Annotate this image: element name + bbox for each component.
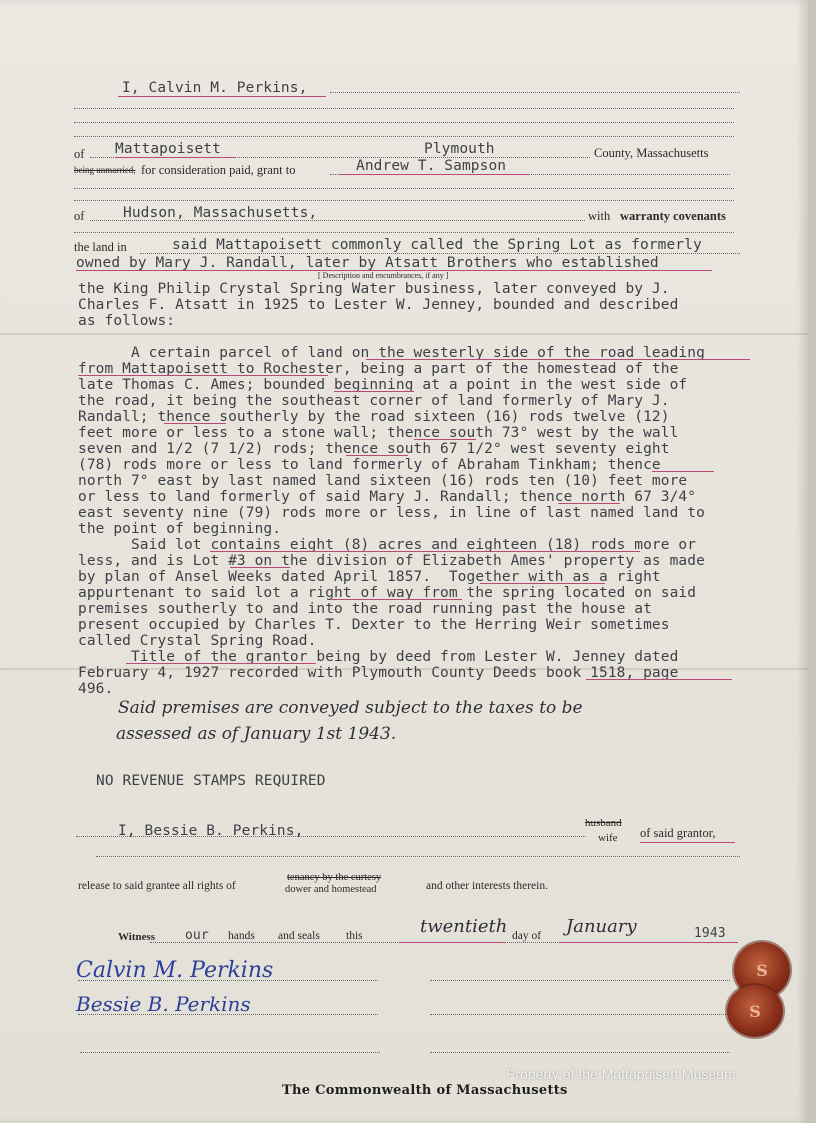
body-line: February 4, 1927 recorded with Plymouth County Deeds book 1518, page xyxy=(78,665,679,681)
signature-line xyxy=(430,980,730,981)
form-rule xyxy=(76,836,586,837)
form-rule xyxy=(96,856,740,857)
underline xyxy=(366,359,750,360)
underline xyxy=(115,157,235,158)
body-line: Title of the grantor being by deed from Lester W. Jenney dated xyxy=(78,649,679,665)
underline xyxy=(332,599,462,600)
underline xyxy=(340,174,530,175)
grantee-of-label: of xyxy=(74,209,85,223)
underline xyxy=(334,391,414,392)
county-value: Plymouth xyxy=(424,141,495,157)
body-line: Charles F. Atsatt in 1925 to Lester W. Jenney, bounded and described xyxy=(78,297,679,313)
body-line: premises southerly to and into the road running past the house at xyxy=(78,601,652,617)
witness-seals: and seals xyxy=(278,930,320,942)
form-rule xyxy=(74,232,734,233)
town-value: Mattapoisett xyxy=(115,141,221,157)
wife-option: wife xyxy=(598,832,618,844)
form-rule xyxy=(74,200,734,201)
tenancy-option: tenancy by the curtesy xyxy=(287,872,382,883)
witness-this: this xyxy=(346,930,363,942)
with-label: with xyxy=(588,209,611,223)
signature-bessie: Bessie B. Perkins xyxy=(76,992,251,1016)
grantee-address: Hudson, Massachusetts, xyxy=(123,205,318,221)
husband-option: husband xyxy=(585,817,622,829)
signature-line xyxy=(78,980,378,981)
land-line-2: owned by Mary J. Randall, later by Atsatt Brothers who established xyxy=(76,255,659,271)
signature-calvin: Calvin M. Perkins xyxy=(76,958,274,983)
day-of-label: day of xyxy=(512,930,542,942)
body-line: east seventy nine (79) rods more or less, in line of last named land to xyxy=(78,505,705,521)
underline xyxy=(414,439,476,440)
signature-line xyxy=(78,1014,378,1015)
underline xyxy=(586,679,732,680)
form-rule xyxy=(140,253,740,254)
body-line: Said lot contains eight (8) acres and eighteen (18) rods more or xyxy=(78,537,697,553)
underline xyxy=(230,567,290,568)
wax-seal-icon xyxy=(727,985,783,1037)
paper-fold xyxy=(0,333,808,335)
year-value: 1943 xyxy=(694,926,726,941)
other-interests: and other interests therein. xyxy=(426,880,548,892)
land-line-1: said Mattapoisett commonly called the Spring Lot as formerly xyxy=(172,237,702,253)
description-note: [ Description and encumbrances, if any ] xyxy=(318,271,449,280)
grantor-line: I, Calvin M. Perkins, xyxy=(122,80,308,96)
underline xyxy=(346,455,408,456)
underline xyxy=(118,96,326,97)
form-rule xyxy=(74,136,734,137)
day-ordinal: twentieth xyxy=(420,916,508,937)
being-unmarried: being unmarried, xyxy=(74,165,136,175)
signature-line xyxy=(80,1052,380,1053)
body-line: feet more or less to a stone wall; thence south 73° west by the wall xyxy=(78,425,679,441)
body-line: by plan of Ansel Weeks dated April 1857. Together with as a right xyxy=(78,569,661,585)
body-line: (78) rods more or less to land formerly of Abraham Tinkham; thence xyxy=(78,457,661,473)
handwritten-note: assessed as of January 1st 1943. xyxy=(116,724,397,744)
underline xyxy=(558,503,620,504)
body-line: as follows: xyxy=(78,313,176,329)
witness-hands: hands xyxy=(228,930,255,942)
grantee-name: Andrew T. Sampson xyxy=(356,158,507,174)
witness-our: our xyxy=(185,928,209,943)
body-line: appurtenant to said lot a right of way from the spring located on said xyxy=(78,585,697,601)
body-line: less, and is Lot #3 on the division of Elizabeth Ames' property as made xyxy=(78,553,705,569)
county-label: County, Massachusetts xyxy=(594,146,709,160)
body-line: seven and 1/2 (7 1/2) rods; thence south 67 1/2° west seventy eight xyxy=(78,441,670,457)
revenue-note: NO REVENUE STAMPS REQUIRED xyxy=(96,773,326,789)
body-line: the road, it being the southeast corner of land formerly of Mary J. xyxy=(78,393,670,409)
release-text: release to said grantee all rights of xyxy=(78,880,236,892)
underline xyxy=(400,942,505,943)
underline xyxy=(640,842,735,843)
body-line: late Thomas C. Ames; bounded beginning at a point in the west side of xyxy=(78,377,688,393)
consideration-text: for consideration paid, grant to xyxy=(141,163,296,177)
of-grantor: of said grantor, xyxy=(640,826,716,840)
of-label: of xyxy=(74,147,85,161)
body-line: north 7° east by last named land sixteen (16) rods ten (10) feet more xyxy=(78,473,688,489)
underline xyxy=(560,942,738,943)
seal-mark: S xyxy=(756,960,768,980)
signature-line xyxy=(430,1052,730,1053)
underline xyxy=(210,551,640,552)
body-line: the point of beginning. xyxy=(78,521,282,537)
underline xyxy=(652,471,714,472)
museum-watermark: Property of the Mattapoisett Museum xyxy=(506,1066,736,1082)
body-line: Randall; thence southerly by the road sixteen (16) rods twelve (12) xyxy=(78,409,670,425)
body-line: present occupied by Charles T. Dexter to the Herring Weir sometimes xyxy=(78,617,670,633)
seal-mark: S xyxy=(749,1001,761,1021)
body-line: the King Philip Crystal Spring Water business, later conveyed by J. xyxy=(78,281,670,297)
form-rule xyxy=(74,188,734,189)
underline xyxy=(78,375,328,376)
covenants-text: warranty covenants xyxy=(620,209,726,223)
body-line: called Crystal Spring Road. xyxy=(78,633,317,649)
land-in-label: the land in xyxy=(74,240,127,254)
form-rule xyxy=(90,220,585,221)
signature-line xyxy=(430,1014,730,1015)
dower-option: dower and homestead xyxy=(285,884,377,895)
body-line: from Mattapoisett to Rochester, being a part of the homestead of the xyxy=(78,361,679,377)
commonwealth-title: The Commonwealth of Massachusetts xyxy=(282,1083,568,1098)
witness-label: Witness xyxy=(118,931,156,943)
body-line: A certain parcel of land on the westerly side of the road leading xyxy=(78,345,705,361)
spouse-line: I, Bessie B. Perkins, xyxy=(118,823,304,839)
form-rule xyxy=(330,92,740,93)
underline xyxy=(164,423,226,424)
form-rule xyxy=(74,122,734,123)
body-line: 496. xyxy=(78,681,114,697)
handwritten-note: Said premises are conveyed subject to the taxes to be xyxy=(118,698,583,718)
underline xyxy=(126,663,316,664)
month-value: January xyxy=(566,916,637,937)
underline xyxy=(480,583,605,584)
body-line: or less to land formerly of said Mary J. Randall; thence north 67 3/4° xyxy=(78,489,697,505)
form-rule xyxy=(74,108,734,109)
